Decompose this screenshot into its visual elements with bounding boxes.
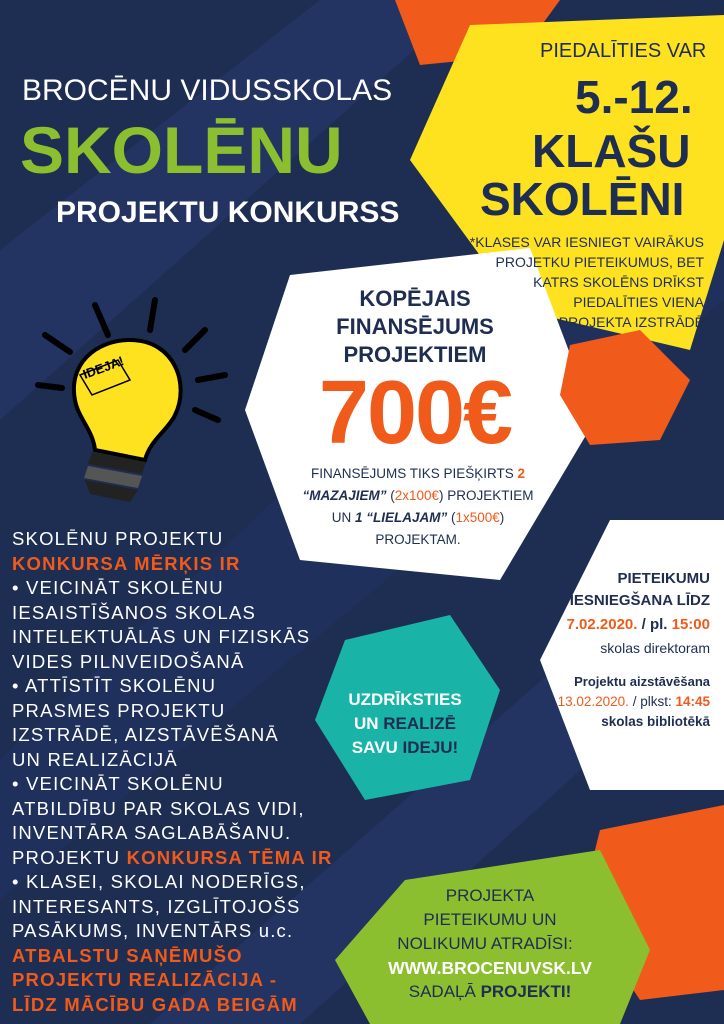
dare-line-2 — [320, 714, 490, 734]
goals-line: PRASMES PROJEKTU — [12, 699, 226, 721]
defense-title: Projektu aizstāvēšana — [574, 674, 710, 689]
goals-line: INTERESANTS, IZGLĪTOJOŠS — [12, 895, 301, 917]
goals-line: LĪDZ MĀCĪBU GADA BEIGĀM — [12, 993, 298, 1015]
dare-line-3 — [320, 738, 490, 758]
deadline-sep: / pl. — [641, 616, 668, 633]
dare-highlight: IDEJU! — [402, 738, 459, 757]
info-line-5 — [340, 982, 640, 1002]
goals-line: UN REALIZĀCIJĀ — [12, 748, 178, 770]
goals-line: ATBILDĪBU PAR SKOLAS VIDI, — [12, 797, 305, 819]
defense-date-value: 13.02.2020. — [557, 694, 629, 709]
goals-line: IZSTRĀDĒ, AIZSTĀVĒŠANĀ — [12, 724, 279, 745]
goals-line — [12, 846, 372, 871]
info-url[interactable]: WWW.BROCENUVSK.LV — [388, 958, 592, 978]
header-school-name: BROCĒNU VIDUSSKOLAS — [22, 74, 393, 107]
goals-line: • VEICINĀT SKOLĒNU — [12, 577, 224, 598]
goals-line: • ATTĪSTĪT SKOLĒNU — [12, 675, 217, 696]
deadline-date: 7.02.2020. — [566, 616, 638, 633]
participants-note-4: PIEDALĪTIES VIENA — [573, 294, 704, 310]
funding-detail-text: FINANSĒJUMS TIKS PIEŠĶIRTS — [310, 466, 514, 481]
participants-note-3: KATRS SKOLĒNS DRĪKST — [533, 274, 704, 290]
deadline-date-1 — [567, 616, 710, 633]
funding-detail-line-2 — [278, 488, 558, 503]
funding-detail-small-amount: 2x100€ — [394, 488, 440, 503]
funding-detail-count: 2 — [517, 466, 526, 481]
header-subtitle: PROJEKTU KONKURSS — [56, 196, 400, 229]
goals-line: IESAISTĪŠANOS SKOLAS — [12, 601, 257, 623]
defense-date — [558, 694, 710, 709]
defense-time: 14:45 — [675, 694, 710, 709]
info-line-3: NOLIKUMU ATRADĪSI: — [397, 934, 573, 953]
goals-line: ATBALSTU SAŅĒMUŠO — [12, 944, 243, 966]
info-highlight: PROJEKTI! — [480, 982, 572, 1001]
funding-detail-small: “MAZAJIEM” — [302, 488, 387, 503]
header-title: SKOLĒNU — [20, 113, 343, 187]
goals-block — [12, 527, 372, 1017]
funding-detail-paren-2: ( — [451, 510, 456, 525]
participants-line-a: KLAŠU — [532, 125, 691, 177]
participants-note-2: PROJETKU PIETEIKUMUS, BET — [495, 254, 704, 270]
funding-detail-line-4: PROJEKTAM. — [375, 532, 461, 547]
dare-text: SAVU — [351, 738, 398, 757]
goals-line: INVENTĀRA SAGLABĀŠANU. — [12, 822, 292, 843]
deadline-title-2: IESNIEGŠANA LĪDZ — [569, 592, 710, 609]
goals-line: PROJEKTU REALIZĀCIJA - — [12, 969, 278, 990]
goals-line: SKOLĒNU PROJEKTU — [12, 528, 224, 549]
participants-line-b: SKOLĒNI — [480, 173, 685, 225]
funding-detail-large: 1 “LIELAJAM” — [354, 510, 448, 525]
goals-text: PROJEKTU — [12, 846, 121, 868]
funding-detail-paren: ( — [390, 488, 395, 503]
defense-sep: / plkst: — [632, 694, 672, 709]
goals-highlight: KONKURSA TĒMA IR — [126, 846, 333, 868]
info-line-1: PROJEKTA — [445, 886, 535, 905]
deadline-title-1: PIETEIKUMU — [617, 570, 710, 587]
info-text: SADAĻĀ — [408, 982, 476, 1001]
deadline-time: 15:00 — [671, 616, 710, 633]
funding-line-3: PROJEKTIEM — [343, 342, 487, 367]
goals-line: KONKURSA MĒRĶIS IR — [12, 552, 241, 574]
funding-detail-paren-3: ) — [499, 510, 505, 525]
participants-note-5: PROJEKTA IZSTRĀDĒ — [558, 314, 704, 330]
participants-grades: 5.-12. — [575, 71, 693, 123]
funding-detail-line-1 — [278, 466, 558, 481]
dare-highlight: REALIZĒ — [383, 714, 457, 733]
funding-detail-and: UN — [331, 510, 352, 525]
defense-place: skolas bibliotēkā — [601, 714, 710, 729]
funding-line-2: FINANSĒJUMS — [336, 314, 494, 339]
goals-line: VIDES PILNVEIDOŠANĀ — [12, 650, 245, 672]
funding-line-1: KOPĒJAIS — [359, 286, 471, 311]
goals-line: INTELEKTUĀLĀS UN FIZISKĀS — [12, 626, 311, 647]
funding-amount: 700€ — [318, 363, 512, 463]
bulb-label: IDEJA! — [80, 353, 126, 382]
info-line-2: PIETEIKUMU UN — [423, 910, 557, 929]
goals-line: PASĀKUMS, INVENTĀRS u.c. — [12, 920, 294, 941]
deadline-place-1: skolas direktoram — [600, 640, 710, 656]
dare-text: UN — [353, 714, 379, 733]
funding-detail-line-3 — [278, 510, 558, 525]
participants-note-1: *KLASES VAR IESNIEGT VAIRĀKUS — [469, 234, 704, 250]
dare-line-1: UZDRĪKSTIES — [348, 690, 462, 709]
funding-detail-projects: ) PROJEKTIEM — [439, 488, 534, 503]
goals-line: • KLASEI, SKOLAI NODERĪGS, — [12, 871, 306, 892]
goals-line: • VEICINĀT SKOLĒNU — [12, 773, 224, 794]
funding-detail-large-amount: 1x500€ — [455, 510, 500, 525]
participants-intro: PIEDALĪTIES VAR — [540, 40, 707, 62]
